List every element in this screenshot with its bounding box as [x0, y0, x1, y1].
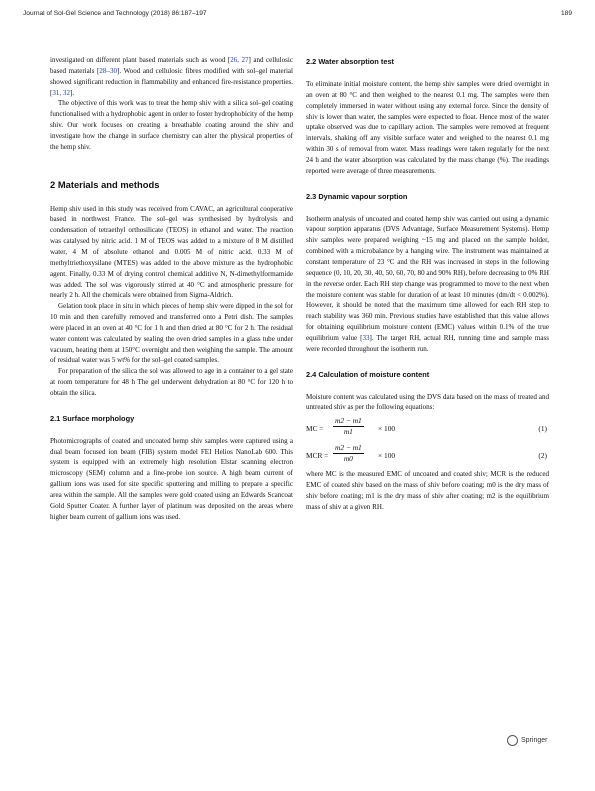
equation-fraction — [333, 416, 364, 437]
section-heading-water-absorption: 2.2 Water absorption test — [306, 57, 395, 66]
equation-numerator: m2 − m1 — [335, 443, 362, 453]
equation-lhs: MCR = — [306, 451, 329, 461]
section-heading-dynamic-vapour-sorption: 2.3 Dynamic vapour sorption — [306, 191, 408, 201]
running-header — [23, 10, 572, 24]
methods-paragraph-1: Hemp shiv used in this study was received from CAVAC, an agricultural cooperative based in northwest France. The sol–gel was synthesised by hydrolysis and condensation of tetraethyl orthosilicate (TEOS) in ethanol and water. The reaction was catalysed by nitric acid. 1 M of TEOS was added to a mixture of 8 M distilled water, 4 M of absolute ethanol and 0.005 M of nitric acid. 0.33 M of methyltriethoxysilane (MTES) was added to the above mixture as the hydrophobic agent. Finally, 0.33 M of drying control chemical additive N, N-dimethylformamide was added. The sol was vigorously stirred at 40 °C and atmospheric pressure for nearly 2 h. All the chemicals were obtained from Sigma-Aldrich. — [50, 204, 293, 300]
citation-link[interactable]: 28–30 — [99, 66, 118, 75]
methods-paragraph-2: Gelation took place in situ in which pieces of hemp shiv were dipped in the sol for 10 min and then carefully removed and transferred onto a Petri dish. The samples were placed in an oven at 40 °C for 1 h and then dried at 80 °C for 2 h. The residual water content was calculated by sealing the oven dried samples in a glass tube under vacuum, heating them at 150°C overnight and then weighing the sample. The amount of residual water was 5 wt% for the sol–gel coated samples. — [50, 302, 293, 365]
equation-multiplier: × 100 — [378, 424, 396, 434]
equation-number: (1) — [538, 424, 547, 434]
equation-multiplier: × 100 — [378, 451, 396, 461]
methods-paragraph-3: For preparation of the silica the sol was allowed to age in a container to a gel state at room temperature for 48 h The gel underwent dehydration at 80 °C for 120 h to obtain the silica. — [50, 367, 293, 397]
section-heading-surface-morphology: 2.1 Surface morphology — [50, 413, 135, 423]
section-heading-materials-methods: 2 Materials and methods — [50, 178, 160, 190]
page-number: 189 — [560, 10, 572, 17]
variable-definitions-paragraph: where MC is the measured EMC of uncoated and coated shiv; MCR is the reduced EMC of coated shiv based on the mass of shiv before coating; m0 is the dry mass of shiv before coating; m1 is the dry mass of shiv after coating; m2 is the equilibrium mass of shiv at a given RH. — [306, 470, 549, 511]
equation-lhs: MC = — [306, 424, 324, 434]
morphology-paragraph: Photomicrographs of coated and uncoated hemp shiv samples were captured using a dual beam focused ion beam (FIB) system model FEI Helios NanoLab 600. This system is equipped with an extremely high resolution Elstar scanning electron microscopy (SEM) column and a fine-probe ion source. A high beam current of gallium ions was used for site specific sputtering and milling to prepare a specific area within the sample. All the samples were gold coated using an Edwards Scancoat Gold Sputter Coater. A further layer of platinum was deposited on the areas where higher beam current of gallium ions was used. — [50, 436, 293, 521]
equation-fraction — [333, 443, 364, 464]
equation-denominator: m0 — [343, 454, 353, 464]
section-heading-moisture-calculation: 2.4 Calculation of moisture content — [306, 369, 430, 379]
publisher-name: Springer — [521, 737, 548, 744]
calculation-paragraph: Moisture content was calculated using the DVS data based on the mass of treated and untreated shiv as per the following equations: — [306, 392, 549, 412]
citation-link[interactable]: 26, 27 — [230, 56, 249, 64]
citation-link[interactable]: 33 — [362, 333, 370, 342]
publisher-logo — [507, 735, 547, 746]
right-column — [306, 55, 549, 513]
left-column — [50, 55, 293, 523]
equation-1 — [306, 416, 549, 440]
dvs-paragraph: Isotherm analysis of uncoated and coated hemp shiv was carried out using a dynamic vapour sorption apparatus (DVS Advantage, Surface Measurement Systems). Hemp shiv samples were prepared weighing ~15 mg and placed on the sample holder, combined with a microbalance by a hanging wire. The instrument was maintained at constant temperature of 23 °C and the RH was increased in steps in the following sequence (0, 10, 20, 30, 40, 50, 60, 70, 80 and 90% RH), before decreasing to 0% RH in the reverse order. Each RH step change was programmed to move to the next when the moisture content was stable for duration of at least 10 minutes (dm/dt < 0.002%). However, it should be noted that the maximum time allowed for each RH step to reach stability was 360 min. Previous studies have established that this value allows for obtaining equilibrium moisture content (EMC) values within 0.1% of the true equilibrium value [33]. The target RH, actual RH, running time and sample mass were recorded throughout the isotherm run. — [306, 214, 549, 353]
water-absorption-paragraph: To eliminate initial moisture content, the hemp shiv samples were dried overnight in an oven at 80 °C and then weighed to the nearest 0.1 mg. The samples were then completely immersed in water without using any external force. Since the density of shiv is lower than water, the samples were expected to float. Hence most of the water uptake observed was due to capillary action. The samples were removed at frequent intervals, shaking off any visible surface water and weighed to the nearest 0.1 mg within 30 s of removal from water. Mass readings were taken regularly for the next 24 h and the water absorption was calculated by the mass change (%). The readings reported were average of three measurements. — [306, 80, 549, 175]
equation-denominator: m1 — [343, 427, 353, 437]
springer-horse-icon — [507, 735, 518, 746]
journal-citation: Journal of Sol-Gel Science and Technology (2018) 86:187–197 — [23, 10, 207, 17]
intro-paragraph-1: investigated on different plant based materials such as wood [26, 27] and cellulosic based materials [28–30]. Wood and cellulosic fibres modified with sol–gel material showed significant reduction in flammability and enhanced fire-resistance properties. [31, 32]. — [50, 56, 293, 97]
intro-paragraph-2: The objective of this work was to treat the hemp shiv with a silica sol–gel coating functionalised with a hydrophobic agent in order to foster hydrophobicity of the hemp shiv. Our work focuses on creating a breathable coating around the shiv and investigate how the change in surface chemistry can alter the physical properties of the hemp shiv. — [50, 99, 293, 151]
citation-link[interactable]: 31, 32 — [52, 88, 70, 97]
equation-2 — [306, 443, 549, 467]
equation-number: (2) — [538, 451, 547, 461]
equation-numerator: m2 − m1 — [335, 416, 362, 426]
